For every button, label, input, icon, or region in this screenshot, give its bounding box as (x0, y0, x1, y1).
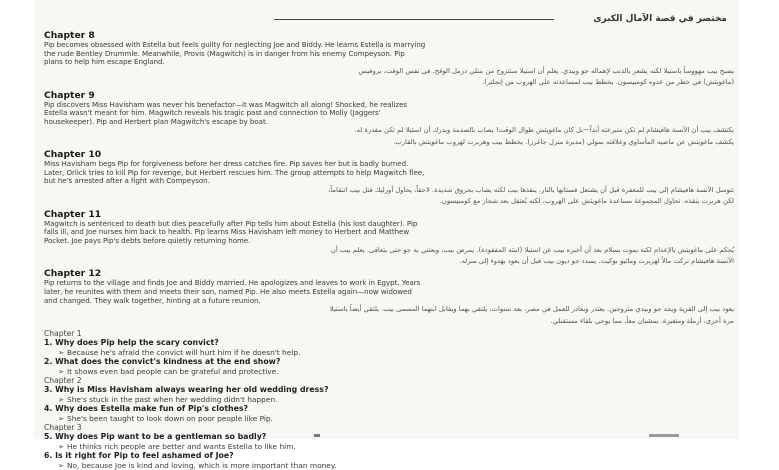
document-sheet (34, 0, 739, 470)
chapter-summary-line: Pocket. Joe pays Pip's debts before quietly returning home. (44, 235, 251, 245)
qa-chapter-label: Chapter 2 (44, 375, 82, 385)
question: 1. Why does Pip help the scary convict? (44, 338, 219, 348)
chapter-title: Chapter 12 (44, 268, 102, 280)
chapter-section (44, 90, 734, 147)
question: 2. What does the convict's kindness at the end show? (44, 357, 281, 367)
chapter-title: Chapter 9 (44, 89, 95, 101)
chapter-summary-line: plans to help him escape England. (44, 57, 165, 67)
header-rule (274, 19, 554, 20)
answer (44, 395, 734, 404)
answer-text: No, because Joe is kind and loving, which is more important than money. (67, 460, 337, 470)
arabic-translation-line: لكن هربرت ينقذه. تحاول المجموعة مساعدة ماغويتش على الهروب، لكنه يُعتقل بعد شجار مع كومبيسون. (439, 197, 734, 206)
qa-chapter-label: Chapter 1 (44, 328, 82, 338)
arabic-translation-line: يصبح بيب مهووساً باستيلا لكنه يشعر بالذنب لإهماله جو وبيدي. يعلم أن استيلا ستتزوج من بنتلي درمل الوقح. في نفس الوقت، بروفيس (358, 66, 734, 75)
question: 6. Is it right for Pip to feel ashamed of Joe? (44, 451, 234, 461)
chapter-summary-line: the rude Bentley Drummle. Meanwhile, Provis (Magwitch) is in danger from his enemy Compeyson. Pip (44, 48, 405, 58)
arabic-translation-line: (ماغويتش) في خطر من عدوه كومبيسون. يخطط بيب لمساعدته على الهروب من إنجلترا. (482, 78, 734, 87)
right-margin (739, 0, 779, 439)
arabic-translation-line: يكشف ماغويتش عن ماضيه المأساوي وعلاقته بمولي (مدبرة منزل جاغرز). يخطط بيب وهربرت لهروب ماغويتش بالقارب. (393, 137, 734, 146)
chapter-summary-line: Pip discovers Miss Havisham was never his benefactor—it was Magwitch all along! Shocked, he realizes (44, 99, 408, 109)
question: 5. Why does Pip want to be a gentleman so badly? (44, 432, 267, 442)
qa-chapter-label: Chapter 3 (44, 422, 82, 432)
chapter-summary-line: Later, Orlick tries to kill Pip for revenge, but Herbert rescues him. The group attempts to help Magwitch flee, (44, 167, 425, 177)
arabic-translation-line: يُحكم على ماغويتش بالإعدام لكنه يموت بسلام بعد أن أخبره بيب عن استيلا (ابنته المفقودة). يمرض بيب، ويعتني به جو حتى يتعافى. يعلم بيب أن (330, 245, 734, 254)
answer-text: She's been taught to look down on poor people like Pip. (67, 413, 273, 423)
page-mark (314, 434, 320, 437)
arrow-icon: ➢ (58, 441, 65, 451)
chapter-summary-line: Magwitch is sentenced to death but dies peacefully after Pip tells him about Estella (his lost daughter). Pip (44, 218, 418, 228)
arrow-icon: ➢ (58, 460, 65, 470)
chapter-summaries (44, 30, 734, 325)
chapter-title: Chapter 11 (44, 208, 102, 220)
chapter-summary-line: and changed. They walk together, hinting at a future reunion. (44, 295, 261, 305)
chapter-summary-line: Miss Havisham begs Pip for forgiveness before her dress catches fire. Pip saves her but is badly burned. (44, 159, 409, 169)
answer-text: He thinks rich people are better and wants Estella to like him. (67, 441, 296, 451)
arrow-icon: ➢ (58, 366, 65, 376)
chapter-summary-line: falls ill, and Joe nurses him back to health. Pip learns Miss Havisham left money to Herbert and Matthew (44, 227, 410, 237)
page-mark (649, 434, 679, 437)
chapter-summary-line: Pip becomes obsessed with Estella but feels guilty for neglecting Joe and Biddy. He learns Estella is marrying (44, 40, 426, 49)
chapter-summary-line: Pip returns to the village and finds Joe and Biddy married. He apologizes and leaves to work in Egypt. Years (44, 278, 421, 288)
chapter-section (44, 149, 734, 206)
chapter-section (44, 30, 734, 87)
chapter-summary-line: later, he reunites with them and meets their son, named Pip. He also meets Estella again—now widowed (44, 286, 412, 296)
arabic-translation-line: تتوسل الآنسة هافيشام إلى بيب للمغفرة قبل أن يشتعل فستانها بالنار. ينقذها بيب لكنه يصاب بحروق شديدة. لاحقاً، يحاول أورليك قتل بيب انتقاماً، (328, 185, 734, 194)
arabic-translation-line: الآنسة هافيشام تركت مالاً لهربرت وماثيو بوكيت. يسدد جو ديون بيب قبل أن يعود بهدوء إلى منزله. (459, 256, 734, 265)
chapter-section (44, 268, 734, 325)
arrow-icon: ➢ (58, 413, 65, 423)
document-content (44, 28, 734, 470)
chapter-section (44, 209, 734, 266)
arrow-icon: ➢ (58, 347, 65, 357)
answer (44, 442, 734, 451)
chapter-summary-line: housekeeper). Pip and Herbert plan Magwitch's escape by boat. (44, 116, 268, 126)
answer (44, 367, 734, 376)
arabic-translation-line: يكتشف بيب أن الآنسة هافيشام لم تكن متبرعته أبداً—بل كان ماغويتش طوال الوقت! يصاب بالصدمة ويدرك أن استيلا لم تكن مقدرة له. (354, 126, 734, 135)
answer (44, 461, 734, 470)
arrow-icon: ➢ (58, 394, 65, 404)
chapter-summary-line: Estella wasn't meant for him. Magwitch reveals his tragic past and connection to Molly (Jaggers' (44, 108, 381, 118)
answer (44, 414, 734, 423)
arabic-translation-line: يعود بيب إلى القرية ويجد جو وبيدي متزوجين. يعتذر ويغادر للعمل في مصر. بعد سنوات، يلتقي بهما ويقابل ابنهما المسمى بيب. يلتقي أيضاً باستيلا (329, 305, 734, 314)
chapter-summary-line: but he's arrested after a fight with Compeyson. (44, 176, 210, 186)
arabic-translation-line: مرة أخرى، أرملة ومتغيرة. يمشيان معاً، مما يوحي بلقاء مستقبلي. (550, 316, 734, 325)
questions-answers (44, 329, 734, 470)
question: 3. Why is Miss Havisham always wearing her old wedding dress? (44, 385, 329, 395)
answer-text: She's stuck in the past when her wedding didn't happen. (67, 394, 278, 404)
question: 4. Why does Estella make fun of Pip's clothes? (44, 404, 249, 414)
answer-text: It shows even bad people can be grateful and protective. (67, 366, 279, 376)
arabic-header-title: مختصر في قصة الآمال الكبرى (593, 14, 727, 24)
answer (44, 348, 734, 357)
answer-text: Because he's afraid the convict will hurt him if he doesn't help. (67, 347, 301, 357)
left-margin (0, 0, 34, 439)
chapter-title: Chapter 10 (44, 149, 102, 161)
chapter-title: Chapter 8 (44, 30, 95, 41)
